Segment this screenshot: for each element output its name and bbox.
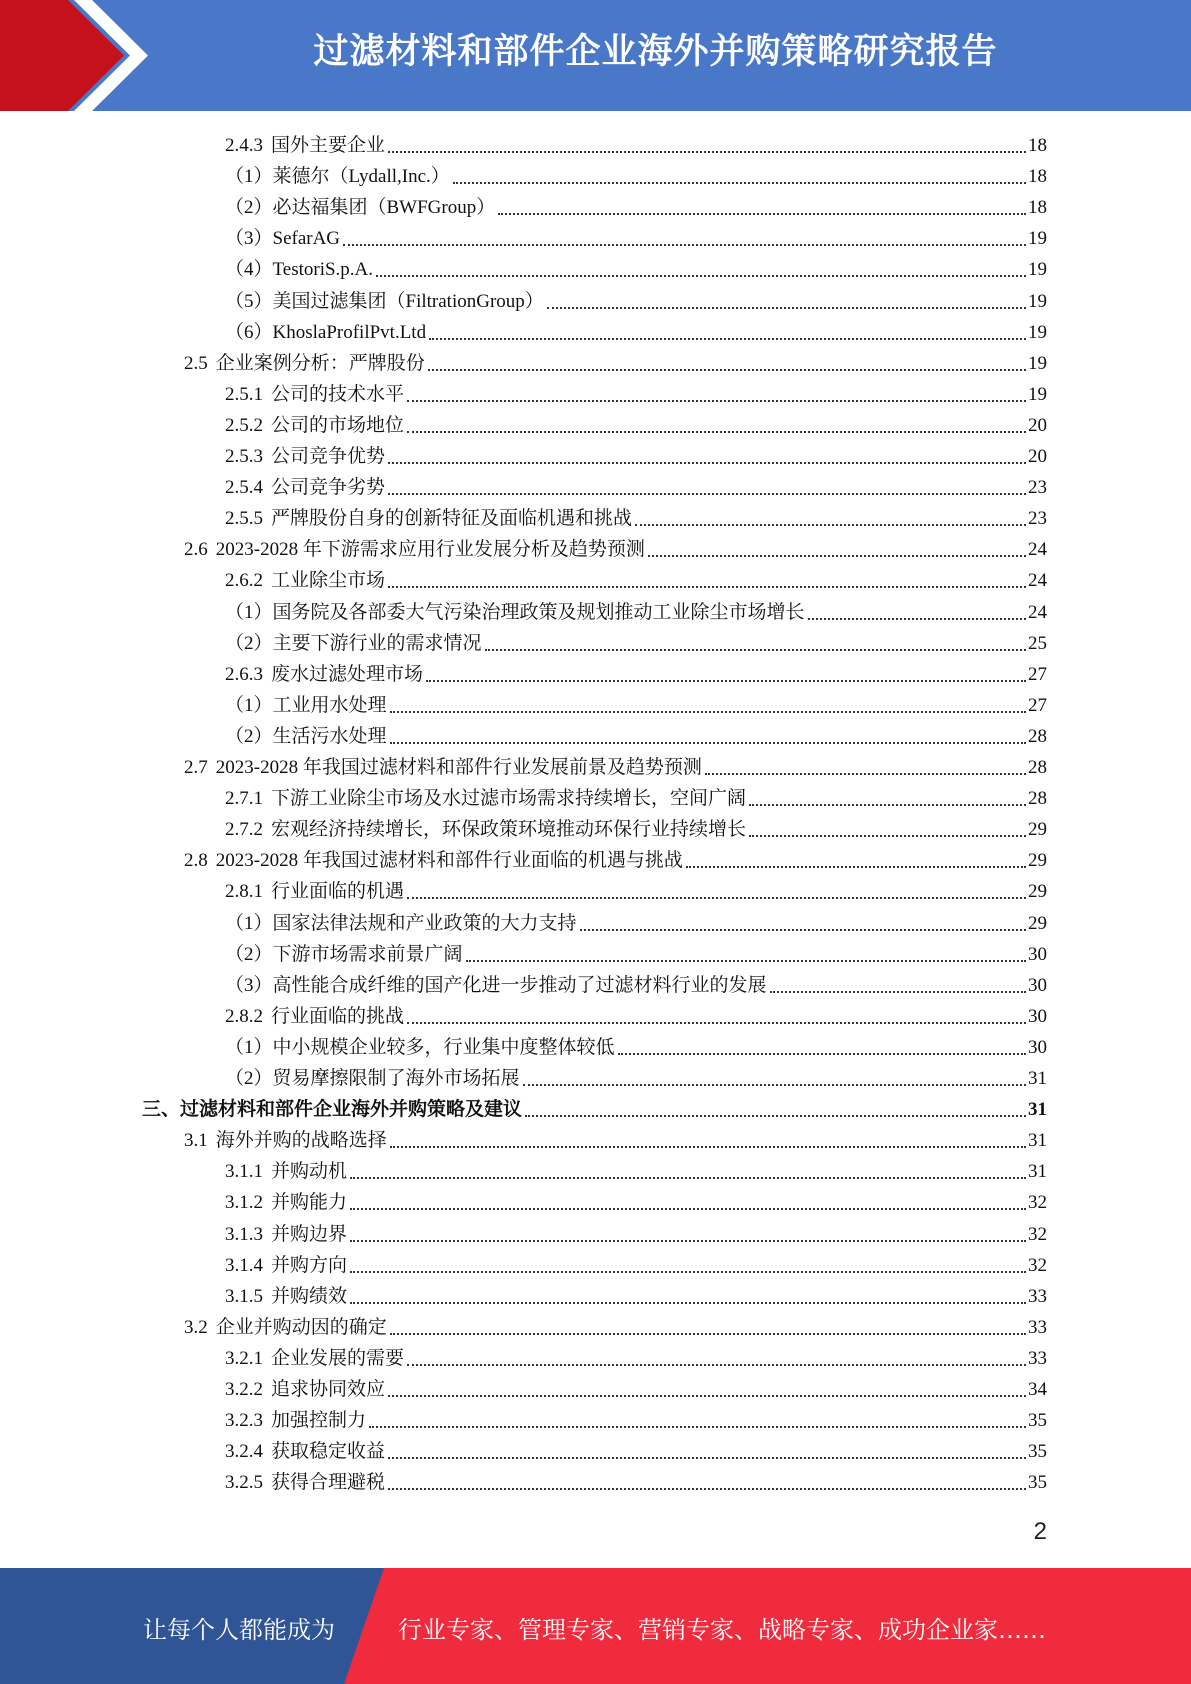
- toc-entry[interactable]: [225, 594, 1047, 625]
- toc-entry-number: 2.8.1: [225, 881, 263, 903]
- toc-dot-leader: [453, 181, 1026, 184]
- toc-entry-page: 27: [1028, 694, 1047, 716]
- toc-entry[interactable]: [225, 656, 1047, 687]
- toc-entry-page: 20: [1028, 414, 1047, 436]
- toc-entry-title: 公司竞争劣势: [271, 477, 386, 499]
- toc-dot-leader: [388, 1487, 1026, 1490]
- toc-entry-title: （1）国务院及各部委大气污染治理政策及规划推动工业除尘市场增长: [225, 601, 805, 623]
- toc-entry-page: 30: [1028, 943, 1047, 965]
- toc-dot-leader: [350, 1301, 1026, 1304]
- toc-dot-leader: [390, 741, 1026, 744]
- toc-dot-leader: [749, 803, 1026, 806]
- toc-dot-leader: [429, 337, 1026, 340]
- toc-entry-page: 23: [1028, 508, 1047, 530]
- toc-entry-title: 企业并购动因的确定: [215, 1316, 387, 1338]
- toc-entry[interactable]: [184, 531, 1047, 562]
- toc-entry-page: 28: [1028, 725, 1047, 747]
- toc-entry-title: 宏观经济持续增长，环保政策环境推动环保行业持续增长: [271, 819, 747, 841]
- toc-entry[interactable]: [184, 1309, 1047, 1340]
- toc-entry-page: 29: [1028, 881, 1047, 903]
- toc-entry[interactable]: [225, 251, 1047, 282]
- toc-entry[interactable]: [225, 625, 1047, 656]
- toc-entry-page: 35: [1028, 1441, 1047, 1463]
- toc-entry-number: 3.1.5: [225, 1285, 263, 1307]
- toc-dot-leader: [407, 399, 1026, 402]
- toc-dot-leader: [388, 1394, 1026, 1397]
- toc-dot-leader: [547, 306, 1026, 309]
- toc-entry-number: 2.8.2: [225, 1005, 263, 1027]
- toc-entry-page: 27: [1028, 663, 1047, 685]
- toc-entry[interactable]: [225, 1029, 1047, 1060]
- toc-entry-title: （1）国家法律法规和产业政策的大力支持: [225, 912, 577, 934]
- toc-entry-page: 31: [1028, 1130, 1047, 1152]
- toc-dot-leader: [390, 710, 1026, 713]
- toc-entry-page: 29: [1028, 850, 1047, 872]
- toc-entry-number: 3.2.5: [225, 1472, 263, 1494]
- toc-entry[interactable]: [225, 1247, 1047, 1278]
- toc-entry-page: 35: [1028, 1410, 1047, 1432]
- toc-entry-title: 企业发展的需要: [271, 1347, 405, 1369]
- toc-entry-title: 追求协同效应: [271, 1379, 386, 1400]
- toc-entry[interactable]: [225, 1216, 1047, 1247]
- toc-dot-leader: [388, 585, 1026, 588]
- toc-entry-title: （4）TestoriS.p.A.: [225, 259, 374, 281]
- toc-dot-leader: [369, 1425, 1026, 1428]
- toc-entry-title: 获取稳定收益: [271, 1441, 386, 1463]
- toc-entry[interactable]: [225, 1433, 1047, 1464]
- toc-entry-title: 2023-2028 年我国过滤材料和部件行业发展前景及趋势预测: [215, 757, 702, 778]
- toc-dot-leader: [350, 1270, 1026, 1273]
- toc-entry-title: （2）主要下游行业的需求情况: [225, 632, 482, 654]
- toc-entry-title: 并购动机: [271, 1161, 348, 1183]
- toc-dot-leader: [407, 1363, 1026, 1366]
- toc-entry-page: 33: [1028, 1347, 1047, 1369]
- toc-entry-number: 3.1.2: [225, 1192, 263, 1214]
- toc-dot-leader: [523, 1083, 1026, 1086]
- toc-entry-page: 24: [1028, 570, 1047, 592]
- toc-entry-page: 19: [1028, 383, 1047, 405]
- toc-entry-title: 企业案例分析：严牌股份: [215, 352, 425, 374]
- toc-entry-title: （6）KhoslaProfilPvt.Ltd: [225, 321, 427, 343]
- toc-dot-leader: [407, 1021, 1026, 1024]
- toc-entry[interactable]: [225, 220, 1047, 251]
- toc-dot-leader: [390, 1332, 1026, 1335]
- toc-entry-page: 19: [1028, 352, 1047, 374]
- toc-entry[interactable]: [225, 873, 1047, 904]
- toc-entry[interactable]: [142, 1091, 1047, 1122]
- toc-entry-number: 3.2.4: [225, 1441, 263, 1463]
- toc-entry[interactable]: [184, 749, 1047, 780]
- toc-entry-page: 34: [1028, 1379, 1047, 1400]
- toc-entry-page: 19: [1028, 290, 1047, 312]
- toc-entry-page: 31: [1028, 1161, 1047, 1183]
- toc-entry-number: 2.5.5: [225, 508, 263, 530]
- toc-dot-leader: [388, 492, 1026, 495]
- toc-entry-title: 公司的技术水平: [271, 383, 405, 405]
- toc-entry[interactable]: [225, 936, 1047, 967]
- toc-entry-page: 19: [1028, 259, 1047, 281]
- toc-dot-leader: [426, 679, 1026, 682]
- toc-entry-title: 海外并购的战略选择: [215, 1130, 387, 1152]
- toc-entry[interactable]: [225, 967, 1047, 998]
- toc-dot-leader: [618, 1052, 1026, 1055]
- toc-entry-title: 行业面临的机遇: [271, 881, 405, 903]
- toc-entry-number: 2.5.1: [225, 383, 263, 405]
- toc-entry-page: 23: [1028, 477, 1047, 499]
- toc-entry-title: 2023-2028 年我国过滤材料和部件行业面临的机遇与挑战: [215, 850, 683, 872]
- toc-entry[interactable]: [225, 283, 1047, 314]
- toc-entry[interactable]: [225, 1464, 1047, 1495]
- toc-dot-leader: [407, 430, 1026, 433]
- toc-entry[interactable]: [225, 780, 1047, 811]
- toc-entry-page: 20: [1028, 446, 1047, 467]
- footer-slogan-right: 行业专家、管理专家、营销专家、战略专家、成功企业家……: [398, 1616, 1046, 1644]
- toc-dot-leader: [388, 1456, 1026, 1459]
- toc-entry-page: 30: [1028, 1036, 1047, 1058]
- toc-entry[interactable]: [225, 314, 1047, 345]
- toc-entry-title: （2）贸易摩擦限制了海外市场拓展: [225, 1068, 520, 1089]
- toc-entry-page: 24: [1028, 601, 1047, 623]
- toc-entry-number: 2.6: [184, 539, 208, 561]
- page-footer: [0, 1568, 1191, 1684]
- toc-dot-leader: [808, 617, 1026, 620]
- toc-entry-title: 并购绩效: [271, 1285, 348, 1307]
- toc-entry-title: （5）美国过滤集团（FiltrationGroup）: [225, 290, 544, 312]
- toc-dot-leader: [749, 834, 1026, 837]
- toc-dot-leader: [407, 896, 1026, 899]
- toc-entry-page: 31: [1028, 1068, 1047, 1089]
- toc-entry-title: （1）莱德尔（Lydall,Inc.）: [225, 166, 450, 188]
- toc-entry-title: 2023-2028 年下游需求应用行业发展分析及趋势预测: [215, 539, 645, 561]
- toc-entry-page: 18: [1028, 166, 1047, 188]
- toc-entry-title: （2）必达福集团（BWFGroup）: [225, 197, 496, 219]
- header-chevron-decoration: [0, 0, 160, 111]
- toc-entry[interactable]: [225, 1371, 1047, 1402]
- toc-dot-leader: [343, 243, 1026, 246]
- toc-entry-title: 获得合理避税: [271, 1472, 386, 1494]
- toc-entry-title: 工业除尘市场: [271, 570, 386, 592]
- toc-entry[interactable]: [225, 376, 1047, 407]
- toc-entry-number: 3.2.2: [225, 1379, 263, 1400]
- toc-dot-leader: [350, 1207, 1026, 1210]
- toc-entry[interactable]: [225, 189, 1047, 220]
- toc-dot-leader: [485, 648, 1026, 651]
- toc-dot-leader: [428, 368, 1026, 371]
- toc-entry-number: 2.4.3: [225, 135, 263, 156]
- toc-entry-number: 3.2.3: [225, 1410, 263, 1432]
- toc-entry-number: 2.5.2: [225, 414, 263, 436]
- toc-entry-number: 3.2: [184, 1316, 208, 1338]
- toc-entry[interactable]: [225, 687, 1047, 718]
- toc-entry-title: 行业面临的挑战: [271, 1005, 405, 1027]
- toc-entry[interactable]: [225, 127, 1047, 158]
- toc-entry[interactable]: [184, 1122, 1047, 1153]
- toc-entry-number: 2.7: [184, 757, 208, 778]
- toc-entry-page: 32: [1028, 1223, 1047, 1245]
- toc-entry-page: 30: [1028, 974, 1047, 996]
- toc-entry-number: 2.5.4: [225, 477, 263, 499]
- toc-entry-title: （3）高性能合成纤维的国产化进一步推动了过滤材料行业的发展: [225, 974, 767, 996]
- toc-entry[interactable]: [225, 562, 1047, 593]
- toc-entry-page: 33: [1028, 1316, 1047, 1338]
- toc-entry-title: 公司的市场地位: [271, 414, 405, 436]
- toc-entry-number: 2.5: [184, 352, 208, 374]
- page-number: 2: [1033, 1518, 1047, 1545]
- toc-entry-number: 3.1.4: [225, 1254, 263, 1276]
- toc-dot-leader: [350, 1239, 1026, 1242]
- toc-dot-leader: [525, 1114, 1026, 1117]
- toc-entry-title: （2）下游市场需求前景广阔: [225, 943, 463, 965]
- toc-entry-number: 3.1.1: [225, 1161, 263, 1183]
- toc-entry-title: 国外主要企业: [271, 135, 386, 156]
- toc-entry-page: 24: [1028, 539, 1047, 561]
- toc-entry-page: 32: [1028, 1192, 1047, 1214]
- toc-entry-number: 2.6.2: [225, 570, 263, 592]
- toc-entry[interactable]: [225, 407, 1047, 438]
- toc-entry-page: 25: [1028, 632, 1047, 654]
- toc-entry[interactable]: [225, 1402, 1047, 1433]
- toc-entry-number: 2.6.3: [225, 663, 263, 685]
- toc-dot-leader: [466, 959, 1026, 962]
- toc-entry-title: 公司竞争优势: [271, 446, 386, 467]
- toc-entry-title: 并购能力: [271, 1192, 348, 1214]
- toc-entry-number: 3.2.1: [225, 1347, 263, 1369]
- toc-entry-number: 2.8: [184, 850, 208, 872]
- report-title: 过滤材料和部件企业海外并购策略研究报告: [313, 32, 998, 72]
- toc-entry[interactable]: [225, 469, 1047, 500]
- toc-entry-title: 三、过滤材料和部件企业海外并购策略及建议: [142, 1099, 523, 1121]
- toc-entry-title: 废水过滤处理市场: [271, 663, 424, 685]
- toc-entry[interactable]: [225, 718, 1047, 749]
- toc-entry-title: （1）中小规模企业较多，行业集中度整体较低: [225, 1036, 615, 1058]
- toc-entry[interactable]: [225, 1278, 1047, 1309]
- toc-dot-leader: [498, 212, 1026, 215]
- toc-entry-page: 19: [1028, 321, 1047, 343]
- toc-dot-leader: [648, 554, 1026, 557]
- toc-dot-leader: [580, 928, 1026, 931]
- toc-entry-title: 并购方向: [271, 1254, 348, 1276]
- toc-entry-page: 33: [1028, 1285, 1047, 1307]
- page-header: [0, 0, 1191, 111]
- toc-entry-page: 29: [1028, 819, 1047, 841]
- toc-dot-leader: [686, 865, 1026, 868]
- toc-entry-page: 19: [1028, 228, 1047, 250]
- toc-entry[interactable]: [225, 998, 1047, 1029]
- toc-entry[interactable]: [225, 500, 1047, 531]
- toc-entry-title: 加强控制力: [271, 1410, 367, 1432]
- toc-entry-title: 严牌股份自身的创新特征及面临机遇和挑战: [271, 508, 633, 530]
- toc-entry-page: 29: [1028, 912, 1047, 934]
- toc-dot-leader: [376, 274, 1026, 277]
- toc-entry-number: 2.5.3: [225, 446, 263, 467]
- footer-slogan-left: 让每个人都能成为: [143, 1616, 335, 1644]
- toc-dot-leader: [388, 461, 1026, 464]
- toc-dot-leader: [390, 1145, 1026, 1148]
- toc-entry-page: 18: [1028, 135, 1047, 156]
- toc-dot-leader: [770, 990, 1026, 993]
- toc-entry-number: 3.1.3: [225, 1223, 263, 1245]
- toc-entry[interactable]: [225, 1340, 1047, 1371]
- toc-entry-number: 2.7.2: [225, 819, 263, 841]
- toc-entry[interactable]: [225, 1184, 1047, 1215]
- toc-entry-page: 28: [1028, 788, 1047, 810]
- toc-dot-leader: [350, 1176, 1026, 1179]
- toc-entry[interactable]: [225, 438, 1047, 469]
- toc-entry[interactable]: [184, 842, 1047, 873]
- toc-entry-title: （3）SefarAG: [225, 228, 341, 250]
- toc-dot-leader: [705, 772, 1026, 775]
- toc-entry-title: （2）生活污水处理: [225, 725, 387, 747]
- toc-entry-number: 2.7.1: [225, 788, 263, 810]
- toc-entry[interactable]: [225, 158, 1047, 189]
- toc-entry-title: 下游工业除尘市场及水过滤市场需求持续增长，空间广阔: [271, 788, 747, 810]
- toc-entry-page: 18: [1028, 197, 1047, 219]
- toc-entry-page: 30: [1028, 1005, 1047, 1027]
- toc-entry-page: 28: [1028, 757, 1047, 778]
- toc-entry[interactable]: [225, 1060, 1047, 1091]
- toc-dot-leader: [388, 150, 1026, 153]
- toc-entry[interactable]: [225, 905, 1047, 936]
- toc-entry-title: 并购边界: [271, 1223, 348, 1245]
- toc-entry-number: 3.1: [184, 1130, 208, 1152]
- toc-entry-page: 32: [1028, 1254, 1047, 1276]
- toc-entry-page: 31: [1028, 1099, 1047, 1121]
- toc-entry-title: （1）工业用水处理: [225, 694, 387, 716]
- toc-entry-page: 35: [1028, 1472, 1047, 1494]
- toc-entry[interactable]: [184, 345, 1047, 376]
- toc-entry[interactable]: [225, 1153, 1047, 1184]
- toc-dot-leader: [635, 523, 1026, 526]
- toc-entry[interactable]: [225, 811, 1047, 842]
